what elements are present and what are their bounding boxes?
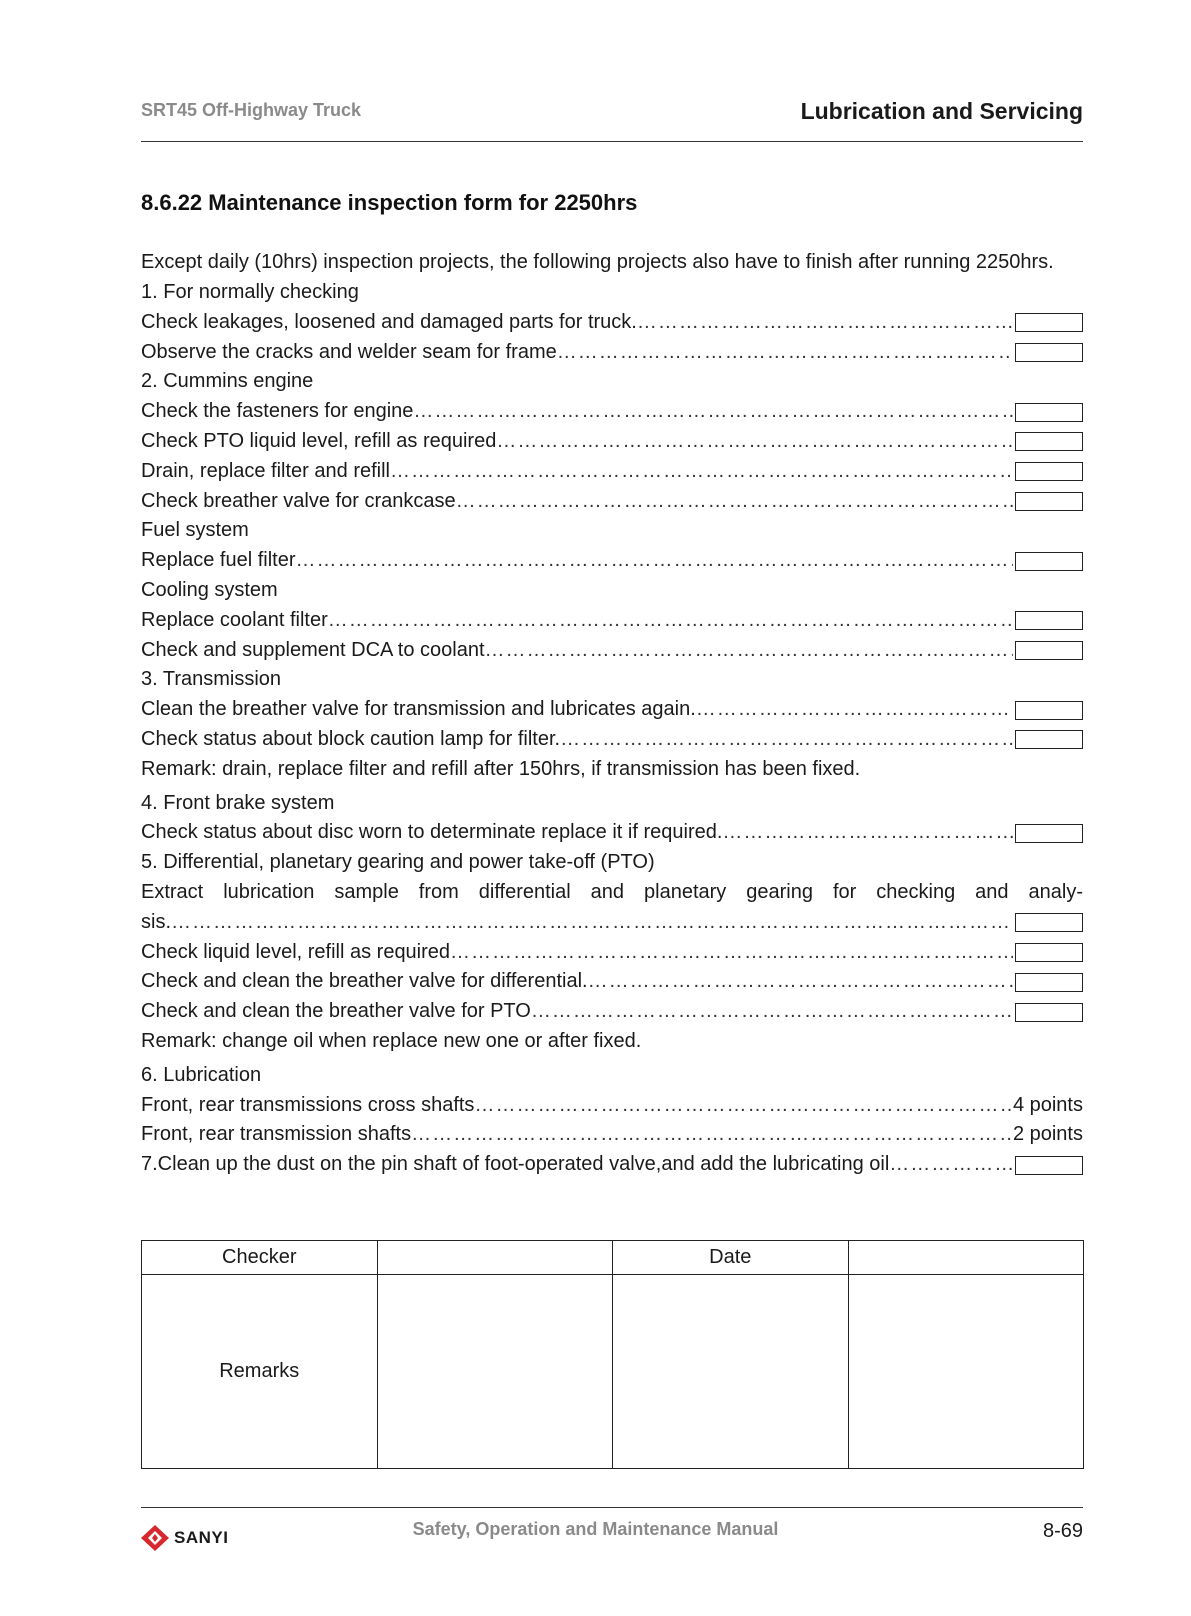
check-box[interactable] — [1015, 824, 1083, 843]
checklist-item — [141, 997, 1083, 1027]
item-label: Replace fuel filter — [141, 549, 296, 572]
check-box[interactable] — [1015, 611, 1083, 630]
checklist-body — [141, 246, 1083, 1180]
footer-manual-title: Safety, Operation and Maintenance Manual — [412, 1519, 779, 1539]
remarks-field[interactable] — [613, 1275, 849, 1469]
page-number: 8-69 — [1042, 1520, 1083, 1542]
group-heading: 4. Front brake system — [141, 791, 335, 814]
check-box[interactable] — [1015, 552, 1083, 571]
checklist-item — [141, 725, 1083, 755]
checklist-item — [141, 457, 1083, 487]
check-box[interactable] — [1015, 403, 1083, 422]
checklist-item — [141, 908, 1083, 938]
check-box[interactable] — [1015, 462, 1083, 481]
item-label: Check and clean the breather valve for differential. — [141, 970, 588, 993]
item-label: Check status about block caution lamp for filter. — [141, 727, 561, 750]
lubrication-item — [141, 1091, 1083, 1121]
check-box[interactable] — [1015, 1003, 1083, 1022]
checklist-item — [141, 636, 1083, 666]
checklist-item — [141, 606, 1083, 636]
item-label: sis. — [141, 910, 171, 933]
checklist-item — [141, 397, 1083, 427]
brand-name: SANYI — [174, 1528, 229, 1547]
checker-label: Checker — [142, 1241, 378, 1275]
item-label: Check and supplement DCA to coolant — [141, 638, 485, 661]
date-field[interactable] — [848, 1241, 1084, 1275]
group-heading: 6. Lubrication — [141, 1063, 262, 1086]
check-box[interactable] — [1015, 701, 1083, 720]
checklist-item — [141, 546, 1083, 576]
checklist-item — [141, 308, 1083, 338]
item-label-wrapped: Extract lubrication sample from differential and planetary gearing for checking and analy- — [141, 880, 1083, 903]
group-heading: 1. For normally checking — [141, 281, 359, 303]
header-divider — [141, 141, 1083, 142]
item-label: Front, rear transmission shafts — [141, 1123, 412, 1146]
check-box[interactable] — [1015, 343, 1083, 362]
footer-divider — [141, 1507, 1083, 1508]
group-heading: Fuel system — [141, 519, 249, 542]
remarks-field[interactable] — [377, 1275, 613, 1469]
item-label: Clean the breather valve for transmission and lubricates again. — [141, 698, 696, 721]
intro-paragraph: Except daily (10hrs) inspection projects, the following projects also have to finish after running 2250hrs. — [141, 251, 1054, 273]
checklist-item — [141, 487, 1083, 517]
checklist-item — [141, 695, 1083, 725]
header-document-title: SRT45 Off-Highway Truck — [141, 100, 362, 120]
item-label: 7.Clean up the dust on the pin shaft of foot-operated valve,and add the lubricating oil — [141, 1153, 890, 1176]
check-box[interactable] — [1015, 943, 1083, 962]
group-heading: 5. Differential, planetary gearing and power take-off (PTO) — [141, 851, 655, 874]
check-box[interactable] — [1015, 1156, 1083, 1175]
remarks-field[interactable] — [848, 1275, 1084, 1469]
item-label: Observe the cracks and welder seam for frame — [141, 340, 557, 363]
group-heading: 2. Cummins engine — [141, 370, 314, 393]
item-label: Check liquid level, refill as required — [141, 940, 451, 963]
remark-text: Remark: change oil when replace new one or after fixed. — [141, 1029, 642, 1052]
check-box[interactable] — [1015, 973, 1083, 992]
item-label: Check leakages, loosened and damaged parts for truck. — [141, 310, 637, 333]
remark-text: Remark: drain, replace filter and refill after 150hrs, if transmission has been fixed. — [141, 757, 861, 780]
checklist-item — [141, 938, 1083, 968]
header-chapter-title: Lubrication and Servicing — [800, 98, 1083, 124]
item-label: Check and clean the breather valve for PTO — [141, 1000, 531, 1023]
points-count: 4 points — [1012, 1093, 1083, 1116]
check-box[interactable] — [1015, 641, 1083, 660]
checklist-item — [141, 427, 1083, 457]
item-label: Check the fasteners for engine — [141, 400, 414, 423]
check-box[interactable] — [1015, 730, 1083, 749]
section-title: 8.6.22 Maintenance inspection form for 2250hrs — [141, 190, 638, 215]
item-label: Drain, replace filter and refill — [141, 459, 390, 482]
item-label: Check breather valve for crankcase — [141, 489, 456, 512]
group-heading: Cooling system — [141, 578, 278, 601]
date-label: Date — [613, 1241, 849, 1275]
item-label: Front, rear transmissions cross shafts — [141, 1093, 475, 1116]
item-label: Check PTO liquid level, refill as required — [141, 429, 497, 452]
group-heading: 3. Transmission — [141, 668, 282, 691]
lubrication-item — [141, 1120, 1083, 1150]
checklist-item — [141, 338, 1083, 368]
check-box[interactable] — [1015, 492, 1083, 511]
checklist-item — [141, 967, 1083, 997]
item-label: Check status about disc worn to determinate replace it if required. — [141, 821, 723, 844]
check-box[interactable] — [1015, 313, 1083, 332]
signoff-table — [141, 1240, 1084, 1469]
checklist-item — [141, 1150, 1083, 1180]
item-label: Replace coolant filter — [141, 608, 328, 631]
checklist-item — [141, 818, 1083, 848]
check-box[interactable] — [1015, 913, 1083, 932]
remarks-label: Remarks — [142, 1275, 378, 1469]
points-count: 2 points — [1012, 1123, 1083, 1146]
checker-field[interactable] — [377, 1241, 613, 1275]
check-box[interactable] — [1015, 432, 1083, 451]
